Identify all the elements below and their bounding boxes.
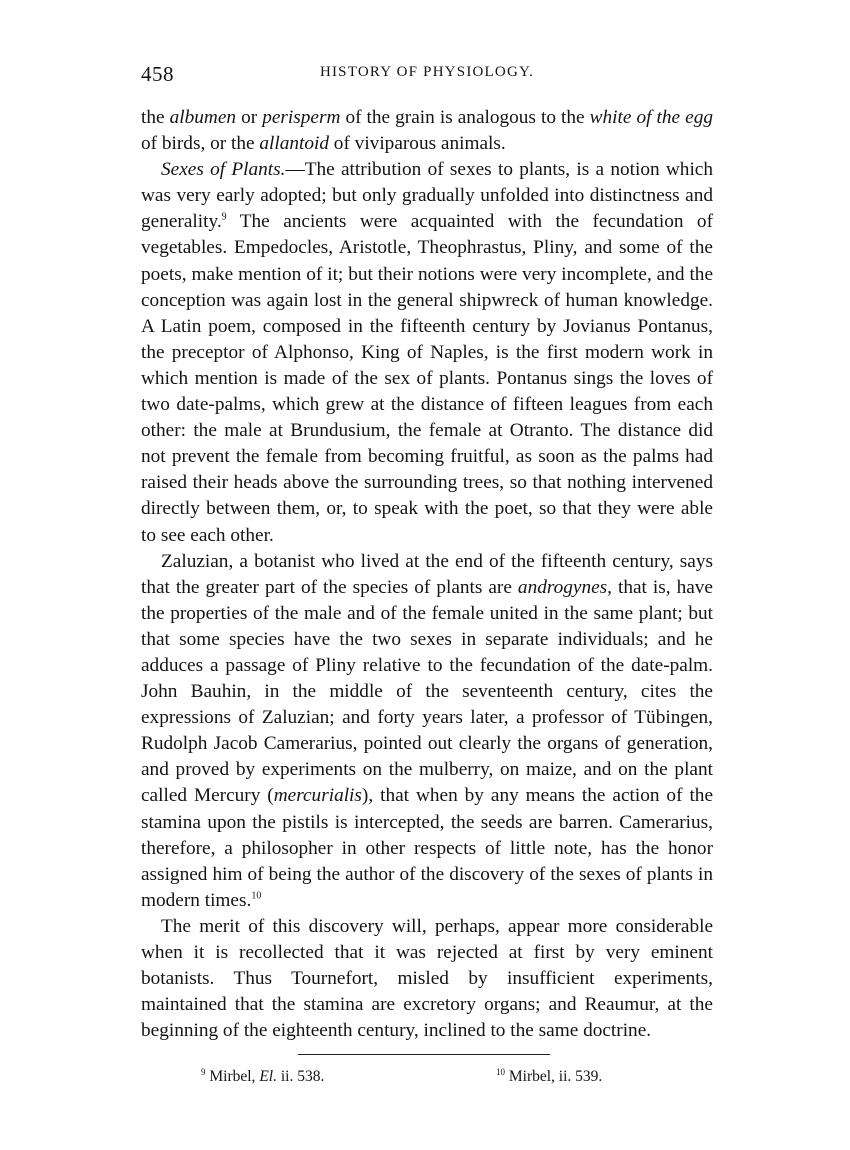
italic-term: androgynes, (517, 576, 612, 598)
paragraph-1: the albumen or perisperm of the grain is analogous to the white of the egg of birds, or the allantoid of viviparous animals. (141, 107, 713, 155)
body-text (141, 105, 713, 1044)
footnote-ref-10[interactable]: 10 (251, 890, 262, 902)
running-head: HISTORY OF PHYSIOLOGY. (319, 64, 535, 80)
italic-term: egg (685, 107, 713, 128)
page-number: 458 (141, 62, 174, 86)
page-header (141, 62, 713, 90)
footnote-10: $^{10}$ Mirbel, ii. 539. (496, 1066, 603, 1085)
section-heading: Sexes of Plants. (161, 159, 286, 181)
footnote-9: $^9$ Mirbel, El. ii. 538. (201, 1066, 325, 1085)
italic-term: perisperm (262, 107, 341, 128)
paragraph-2: Sexes of Plants.—The attribution of sexes to plants, is a notion which was very early adopted; but only gradually unfolded into distinctness and generality.$^9$ The ancients were acquainted with the fecundation of vegetables. Empedocles, Aristotle, Theophrastus, Pliny, and some of the poets, make mention of it; but their notions were very incomplete, and the conception was again lost in the general shipwreck of human knowledge. A Latin poem, composed in the fifteenth century by Jovianus Pontanus, the preceptor of Alphonso, King of Naples, is the first modern work in which mention is made of the sex of plants. Pontanus sings the loves of two date-palms, which grew at the distance of fifteen leagues from each other: the male at Brundusium, the female at Otranto. The distance did not prevent the female from becoming fruitful, as soon as the palms had raised their heads above the surrounding trees, so that nothing intervened directly between them, or, to speak with the poet, so that they were able to see each other. (141, 159, 714, 546)
paragraph-4: The merit of this discovery will, perhaps, appear more considerable when it is recollected that it was rejected at first by very eminent botanists. Thus Tournefort, misled by insufficient experiments, maintained that the stamina are excretory organs; and Reaumur, at the beginning of the eighteenth century, inclined to the same doctrine. (141, 915, 713, 1042)
paragraph-3: Zaluzian, a botanist who lived at the end of the fifteenth century, says that the greater part of the species of plants are androgynes, that is, have the properties of the male and of the female united in the same plant; but that some species have the two sexes in separate individuals; and he adduces a passage of Pliny relative to the fecundation of the date-palm. John Bauhin, in the middle of the seventeenth century, cites the expressions of Zaluzian; and forty years later, a professor of Tübingen, Rudolph Jacob Camerarius, pointed out clearly the organs of generation, and proved by experiments on the mulberry, on maize, and on the plant called Mercury (mercurialis), that when by any means the action of the stamina upon the pistils is intercepted, the seeds are barren. Camerarius, therefore, a philosopher in other respects of little note, has the honor assigned him of being the author of the discovery of the sexes of plants in modern times.$^{10}$ (141, 550, 713, 911)
footnote-divider (298, 1054, 550, 1055)
italic-term: allantoid (259, 133, 329, 155)
footnote-ref-9[interactable]: 9 (221, 211, 227, 223)
italic-term: mercurialis (273, 785, 362, 807)
italic-term: white of the (589, 107, 681, 128)
italic-term: albumen (169, 107, 237, 128)
